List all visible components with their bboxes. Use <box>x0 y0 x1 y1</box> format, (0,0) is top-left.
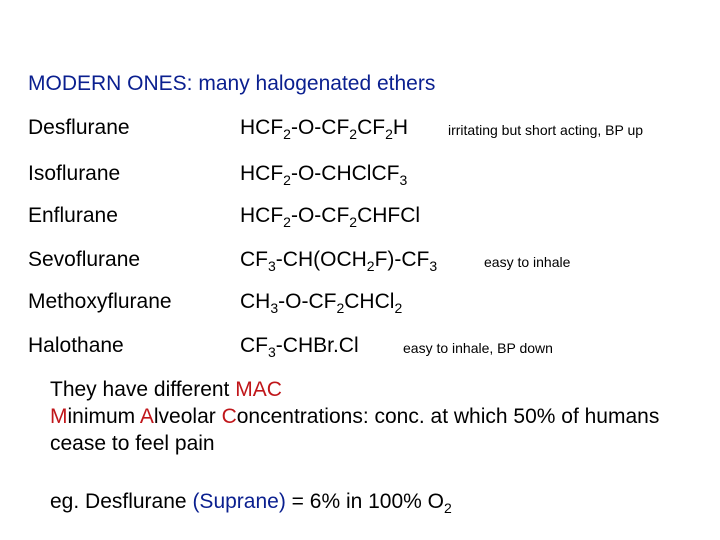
chemical-formula: $CH_3-O-CF_2CHCl_2$ <box>240 290 403 316</box>
anesthetic-name: Sevoflurane <box>28 248 141 271</box>
initial-m: M <box>50 405 68 428</box>
anesthetic-name: Halothane <box>28 334 124 357</box>
anesthetic-name: Methoxyflurane <box>28 290 172 313</box>
chemical-formula: $HCF_2-O-CF_2CHFCl$ <box>240 204 421 230</box>
example-drug: Desflurane <box>79 490 193 513</box>
para-text: oncentrations: conc. at which 50% of humans cease to feel pain <box>50 405 660 455</box>
brand-name: (Suprane) <box>192 490 286 513</box>
para-text: They have different <box>50 378 236 401</box>
slide-heading: MODERN ONES: many halogenated ethers <box>28 72 436 95</box>
anesthetic-row <box>28 290 718 320</box>
example-line <box>50 490 452 514</box>
chemical-formula: $HCF_2-O-CHClCF_3$ <box>240 162 408 188</box>
mac-explanation <box>50 376 710 457</box>
chemical-formula: $HCF_2-O-CF_2CF_2H$ <box>240 116 409 142</box>
anesthetic-name: Isoflurane <box>28 162 121 185</box>
para-text: inimum <box>67 405 140 428</box>
anesthetic-row <box>28 116 718 146</box>
anesthetic-row <box>28 204 718 234</box>
oxygen-subscript: 2 <box>444 500 452 516</box>
anesthetic-row <box>28 334 718 364</box>
initial-a: A <box>139 405 154 428</box>
anesthetic-row <box>28 248 718 278</box>
anesthetic-note: easy to inhale <box>484 254 571 270</box>
mac-term: MAC <box>235 378 282 401</box>
chemical-formula: $CF_3-CHBr.Cl$ <box>240 334 359 360</box>
anesthetic-note: irritating but short acting, BP up <box>448 122 644 138</box>
example-value: = 6% in 100% O <box>285 490 445 513</box>
anesthetic-row <box>28 162 718 192</box>
anesthetic-name: Enflurane <box>28 204 118 227</box>
initial-c: C <box>221 405 237 428</box>
anesthetic-name: Desflurane <box>28 116 130 139</box>
para-text: lveolar <box>153 405 222 428</box>
chemical-formula: $CF_3-CH(OCH_2F)-CF_3$ <box>240 248 438 274</box>
eg-label: eg. <box>50 490 80 513</box>
anesthetic-note: easy to inhale, BP down <box>403 340 553 356</box>
